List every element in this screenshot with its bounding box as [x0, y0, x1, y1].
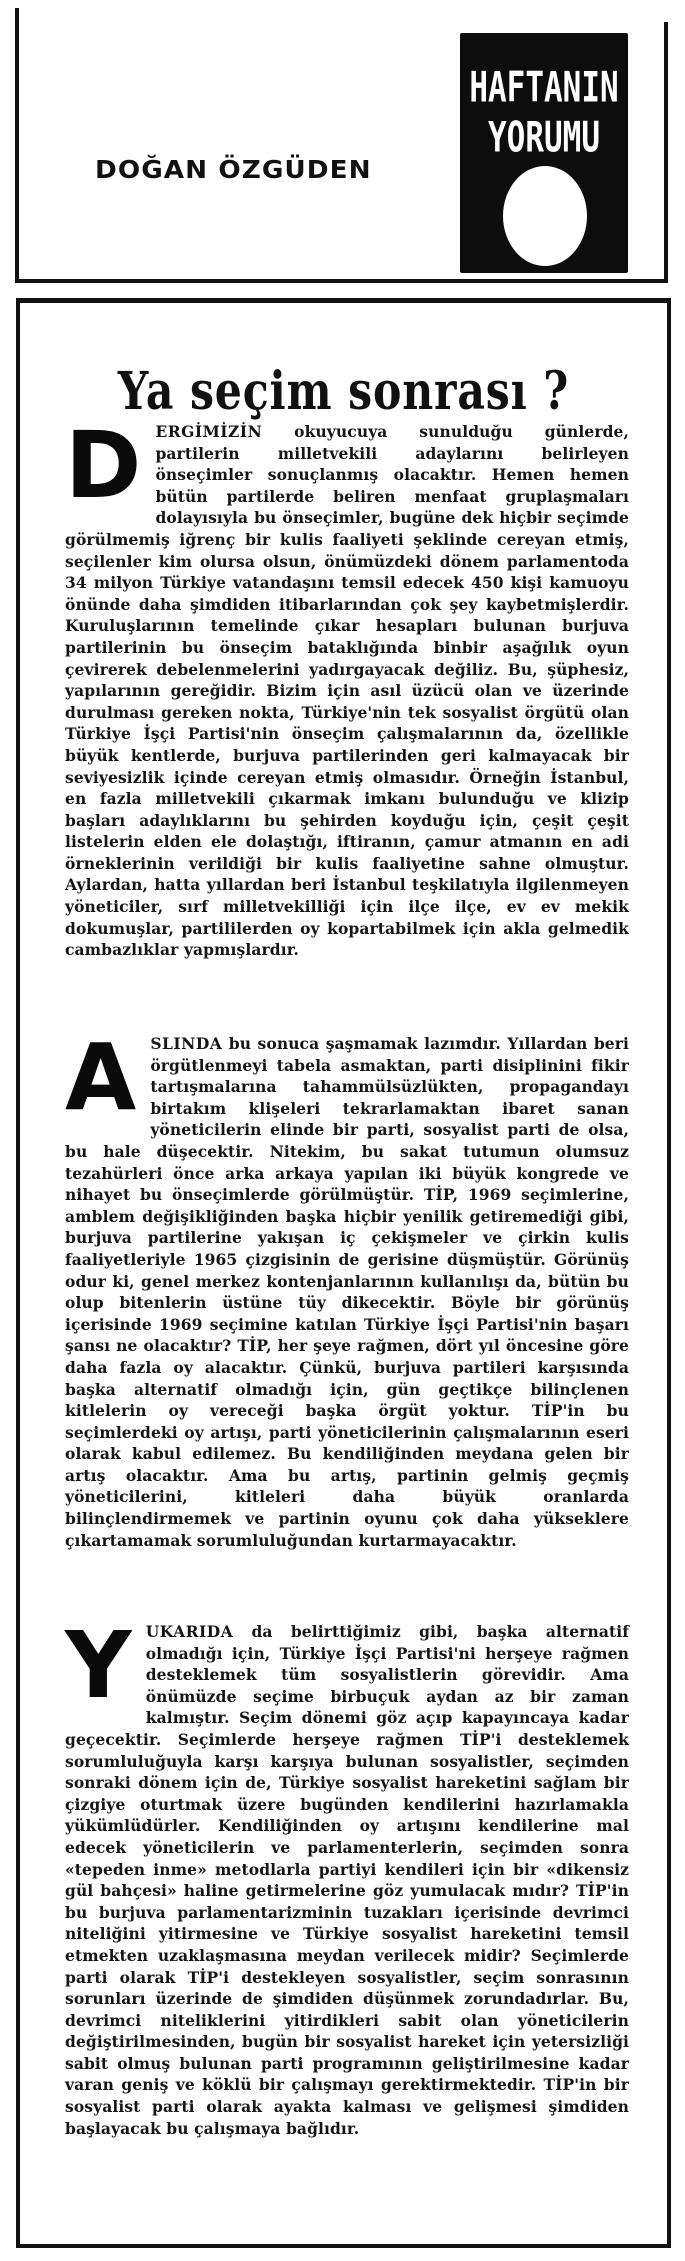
paragraph-3 — [65, 1612, 629, 2139]
column-header-box — [15, 8, 668, 283]
article-title: Ya seçim sonrası ? — [117, 361, 570, 422]
logo-line-2: YORUMU — [488, 113, 600, 163]
paragraph-lead-word: UKARIDA — [145, 1622, 234, 1641]
paragraph-1 — [65, 412, 629, 961]
haftanin-yorumu-logo — [460, 33, 628, 273]
logo-line-1: HAFTANIN — [469, 63, 619, 113]
article-box — [16, 298, 671, 2248]
author-name: DOĞAN ÖZGÜDEN — [95, 155, 372, 184]
white-circle-icon — [503, 166, 587, 266]
paragraph-text: okuyucuya sunulduğu günlerde, partilerin milletvekili adaylarını belirleyen önseçimler sonuçlanmış olacaktır. Hemen hemen bütün partilerde beliren menfaat gruplaşmaları dolayısıyla bu önseçimler, bugüne dek hiçbir seçimde görülmemiş iğrenç bir kulis faaliyeti şeklinde cereyan etmiş, seçilenler kim olursa olsun, önümüzdeki dönem parlamentoda 34 milyon Türkiye vatandaşını temsil edecek 450 kişi kamuoyu önünde daha şimdiden itibarlarından çok şey kaybetmişlerdir. Kuruluşlarının temelinde çıkar hesapları bulunan burjuva partilerinin bu önseçim bataklığında binbir aşağılık oyun çevirerek debelenmelerini yadırgayacak değiliz. Bu, şüphesiz, yapılarının gereğidir. Bizim için asıl üzücü olan ve üzerinde durulması gereken nokta, Türkiye'nin tek sosyalist örgütü olan Türkiye İşçi Partisi'nin önseçim çalışmalarının da, özellikle büyük kentlerde, burjuva partilerinden geri kalmayacak bir seviyesizlik içinde cereyan etmiş olmasıdır. Örneğin İstanbul, en fazla milletvekili çıkarmak imkanı bulunduğu ve klizip başları adaylıklarını bu şehirden koyduğu için, çeşit çeşit listelerin elden ele dolaştığı, iftiranın, çamur atmanın en adi örneklerinin verildiği bir kulis faaliyetine sahne olmuştur. Aylardan, hatta yıllardan beri İstanbul teşkilatıyla ilgilenmeyen yöneticiler, sırf milletvekilliği için ilçe ilçe, ev ev mekik dokumuşlar, partililerden oy kopartabilmek için akla gelmedik cambazlıklar yapmışlardır. — [65, 422, 629, 960]
paragraph-lead-word: SLINDA — [150, 1034, 223, 1053]
drop-cap-d: D — [65, 412, 142, 519]
drop-cap-y: Y — [65, 1612, 132, 1719]
paragraph-2 — [65, 1024, 629, 1551]
paragraph-text: bu sonuca şaşmamak lazımdır. Yıllardan beri örgütlenmeyi tabela asmaktan, parti disiplinini fikir tartışmalarına tahammülsüzlükten, propagandayı birtakım klişeleri tekrarlamaktan ibaret sanan yöneticilerin elinde bir parti, sosyalist parti de olsa, bu hale düşecektir. Nitekim, bu sakat tutumun olumsuz tezahürleri önce arka arkaya yapılan iki büyük kongrede ve nihayet bu önseçimlerde görülmüştür. TİP, 1969 seçimlerine, amblem değişikliğinden başka hiçbir yenilik getiremediği gibi, burjuva partilerine yakışan iç çekişmeler ve çirkin kulis faaliyetleriyle 1965 çizgisinin de gerisine düşmüştür. Görünüş odur ki, genel merkez kontenjanlarının kullanılışı da, bütün bu olup bitenlerin üstüne tüy dikecektir. Böyle bir görünüş içerisinde 1969 seçimine katılan Türkiye İşçi Partisi'nin başarı şansı ne olacaktır? TİP, her şeye rağmen, dört yıl öncesine göre daha fazla oy alacaktır. Çünkü, burjuva partileri karşısında başka alternatif olmadığı için, gün geçtikçe bilinçlenen kitlelerin oy vereceği başka örgüt yoktur. TİP'in bu seçimlerdeki oy artışı, parti yöneticilerinin çalışmalarının eseri olarak kabul edilemez. Bu kendiliğinden meydana gelen bir artış olacaktır. Ama bu artış, partinin gelmiş geçmiş yöneticilerini, kitleleri daha büyük oranlarda bilinçlendirmemek ve partinin oyunu çok daha yükseklere çıkartamamak sorumluluğundan kurtarmayacaktır. — [65, 1034, 629, 1550]
paragraph-text: da belirttiğimiz gibi, başka alternatif olmadığı için, Türkiye İşçi Partisi'ni herşeye rağmen desteklemek tüm sosyalistlerin görevidir. Ama önümüzde seçime birbuçuk aydan az bir zaman kalmıştır. Seçim dönemi göz açıp kapayıncaya kadar geçecektir. Seçimlerde herşeye rağmen TİP'i desteklemek sorumluluğuyla karşı karşıya bulunan sosyalistler, seçimden sonraki dönem için de, Türkiye sosyalist hareketini sağlam bir çizgiye oturtmak üzere bugünden kendilerini hazırlamakla yükümlüdürler. Kendiliğinden oy artışını kendilerine mal edecek yöneticilerin ve parlamenterlerin, seçimden sonra «tepeden inme» metodlarla partiyi kendileri için bir «dikensiz gül bahçesi» haline getirmelerine göz yumulacak mıdır? TİP'in bu burjuva parlamentarizminin tuzakları içerisinde devrimci niteliğini yitirmesine ve Türkiye sosyalist hareketini temsil etmekten uzaklaşmasına meydan verilecek midir? Seçimlerde parti olarak TİP'i destekleyen sosyalistler, seçim sonrasının sorunları üzerinde de şimdiden düşünmek zorundadırlar. Bu, devrimci niteliklerini yitirdikleri sabit olan yöneticilerin değiştirilmesinden, bugün bir sosyalist hareket için yetersizliği sabit olmuş bulunan parti programının geliştirilmesine kadar varan geniş ve köklü bir çalışmayı gerektirmektedir. TİP'in bir sosyalist parti olarak ayakta kalması ve gelişmesi şimdiden başlayacak bu çalışmaya bağlıdır. — [65, 1622, 629, 2138]
drop-cap-a: A — [65, 1024, 137, 1131]
border-gap — [664, 8, 668, 22]
paragraph-lead-word: ERGİMİZİN — [155, 422, 263, 441]
